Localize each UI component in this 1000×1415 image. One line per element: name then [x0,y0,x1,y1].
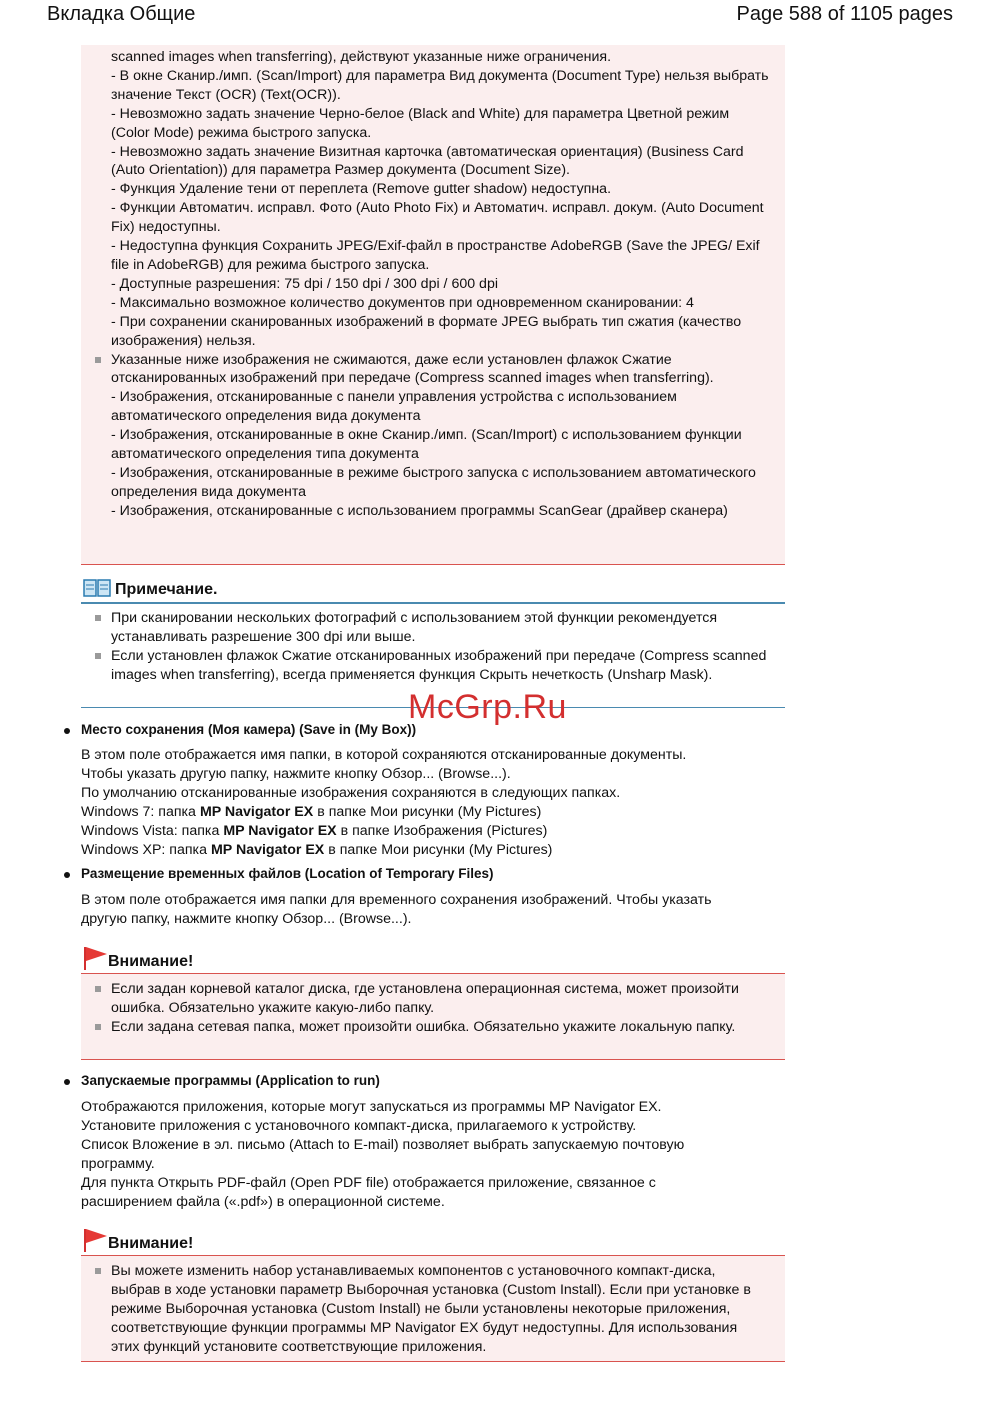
warning-line: - Функция Удаление тени от переплета (Remove gutter shadow) недоступна. [111,181,612,198]
page-section-title: Вкладка Общие [47,3,196,25]
book-icon [83,578,111,603]
square-bullet-icon [95,1268,101,1274]
warning-heading [81,1231,785,1256]
folder-windows-xp: Windows XP: папка MP Navigator EX в папке Мои рисунки (My Pictures) [81,841,553,858]
warning-item-text: Если задана сетевая папка, может произойти ошибка. Обязательно укажите локальную папку. [111,1018,736,1035]
warning-title: Внимание! [108,953,194,970]
warning-box [81,1256,785,1362]
square-bullet-icon [95,357,101,363]
bullet-lead: Указанные ниже изображения не сжимаются, даже если установлен флажок Сжатие отсканированных изображений при передаче (Compress scanned images when transferring). [111,351,714,387]
section-heading-application-to-run: Запускаемые программы (Application to run) [81,1073,380,1088]
list-item [111,1018,761,1037]
paragraph: Для пункта Открыть PDF-файл (Open PDF file) отображается приложение, связанное с расширением файла («.pdf») в операционной системе. [81,1174,656,1210]
note-heading [81,578,785,604]
paragraph-line: По умолчанию отсканированные изображения сохраняются в следующих папках. [81,784,621,801]
square-bullet-icon [95,1024,101,1030]
bullet-dot-icon [64,728,70,734]
warning-item-text: Вы можете изменить набор устанавливаемых компонентов с установочного компакт-диска, выбрав в ходе установки параметр Выборочная установка (Custom Install). Если при установке в режиме Выборочная установка (Custom Install) не были установлены некоторые приложения, соответствующие функции программы MP Navigator EX будут недоступны. Для использования этих функций установите соответствующие приложения. [111,1263,751,1355]
note-list [111,609,771,685]
note-title: Примечание. [115,581,218,598]
warning-item-text: Если задан корневой каталог диска, где установлена операционная система, может произойти ошибка. Обязательно укажите какую-либо папку. [111,981,739,1016]
warning-box [81,974,785,1060]
warning-title: Внимание! [108,1235,194,1252]
warning-line: - Функции Автоматич. исправл. Фото (Auto Photo Fix) и Автоматич. исправл. докум. (Auto Document Fix) недоступны. [111,200,764,236]
square-bullet-icon [95,615,101,621]
paragraph-line: В этом поле отображается имя папки, в которой сохраняются отсканированные документы. [81,747,687,763]
folder-windows7: Windows 7: папка MP Navigator EX в папке Мои рисунки (My Pictures) [81,803,542,820]
warning-line: - При сохранении сканированных изображений в формате JPEG выбрать тип сжатия (качество изображения) нельзя. [111,313,742,349]
page-counter: Page 588 of 1105 pages [736,3,953,25]
bullet-dot-icon [64,1079,70,1085]
warning-line: scanned images when transferring), действуют указанные ниже ограничения. [111,49,612,65]
square-bullet-icon [95,986,101,992]
note-item-text: При сканировании нескольких фотографий с использованием этой функции рекомендуется устанавливать разрешение 300 dpi или выше. [111,610,718,645]
section-heading-save-in: Место сохранения (Моя камера) (Save in (My Box)) [81,722,417,737]
warning-line: - Недоступна функция Сохранить JPEG/Exif-файл в пространстве AdobeRGB (Save the JPEG/ Exif file in AdobeRGB) для режима быстрого запуска. [111,238,760,273]
list-item [111,351,771,521]
watermark: McGrp.Ru [408,688,567,726]
list-item [111,647,771,685]
list-item [111,980,761,1018]
folder-windows-vista: Windows Vista: папка MP Navigator EX в папке Изображения (Pictures) [81,822,548,839]
paragraph: Отображаются приложения, которые могут запускаться из программы MP Navigator EX. Установите приложения с установочного компакт-диска, прилагаемого к устройству. [81,1099,662,1134]
warning-line: - Изображения, отсканированные с использованием программы ScanGear (драйвер сканера) [111,502,728,519]
warning-box-continued [81,45,785,565]
warning-line: - Изображения, отсканированные с панели управления устройства с использованием автоматического определения вида документа [111,389,677,425]
section-heading-temp-files: Размещение временных файлов (Location of Temporary Files) [81,866,494,881]
save-in-description [81,746,771,859]
square-bullet-icon [95,653,101,659]
red-flag-icon [83,1227,109,1258]
warning-line: - Максимально возможное количество документов при одновременном сканировании: 4 [111,294,694,311]
warning-line: - Изображения, отсканированные в режиме быстрого запуска с использованием автоматического определения вида документа [111,464,756,500]
paragraph-line: Чтобы указать другую папку, нажмите кнопку Обзор... (Browse...). [81,765,511,782]
note-item-text: Если установлен флажок Сжатие отсканированных изображений при передаче (Compress scanned images when transferring), всегда применяется функция Скрыть нечеткость (Unsharp Mask). [111,647,767,683]
warning-heading [81,949,785,974]
list-item [111,609,771,647]
red-flag-icon [83,945,109,976]
bullet-dot-icon [64,872,70,878]
paragraph: Список Вложение в эл. письмо (Attach to E-mail) позволяет выбрать запускаемую почтовую программу. [81,1136,685,1172]
warning-line: - Невозможно задать значение Визитная карточка (автоматическая ориентация) (Business Card (Auto Orientation)) для параметра Размер документа (Document Size). [111,143,744,179]
warning-line: - Невозможно задать значение Черно-белое (Black and White) для параметра Цветной режим (Color Mode) режима быстрого запуска. [111,105,730,141]
warning-line: - Изображения, отсканированные в окне Сканир./имп. (Scan/Import) с использованием функции автоматического определения типа документа [111,427,742,463]
temp-files-description: В этом поле отображается имя папки для временного сохранения изображений. Чтобы указать другую папку, нажмите кнопку Обзор... (Browse...). [81,892,712,927]
list-item [111,1262,761,1357]
warning-line: - Доступные разрешения: 75 dpi / 150 dpi / 300 dpi / 600 dpi [111,275,498,292]
application-to-run-description [81,1098,701,1211]
warning-line: - В окне Сканир./имп. (Scan/Import) для параметра Вид документа (Document Type) нельзя выбрать значение Текст (OCR) (Text(OCR)). [111,67,769,103]
